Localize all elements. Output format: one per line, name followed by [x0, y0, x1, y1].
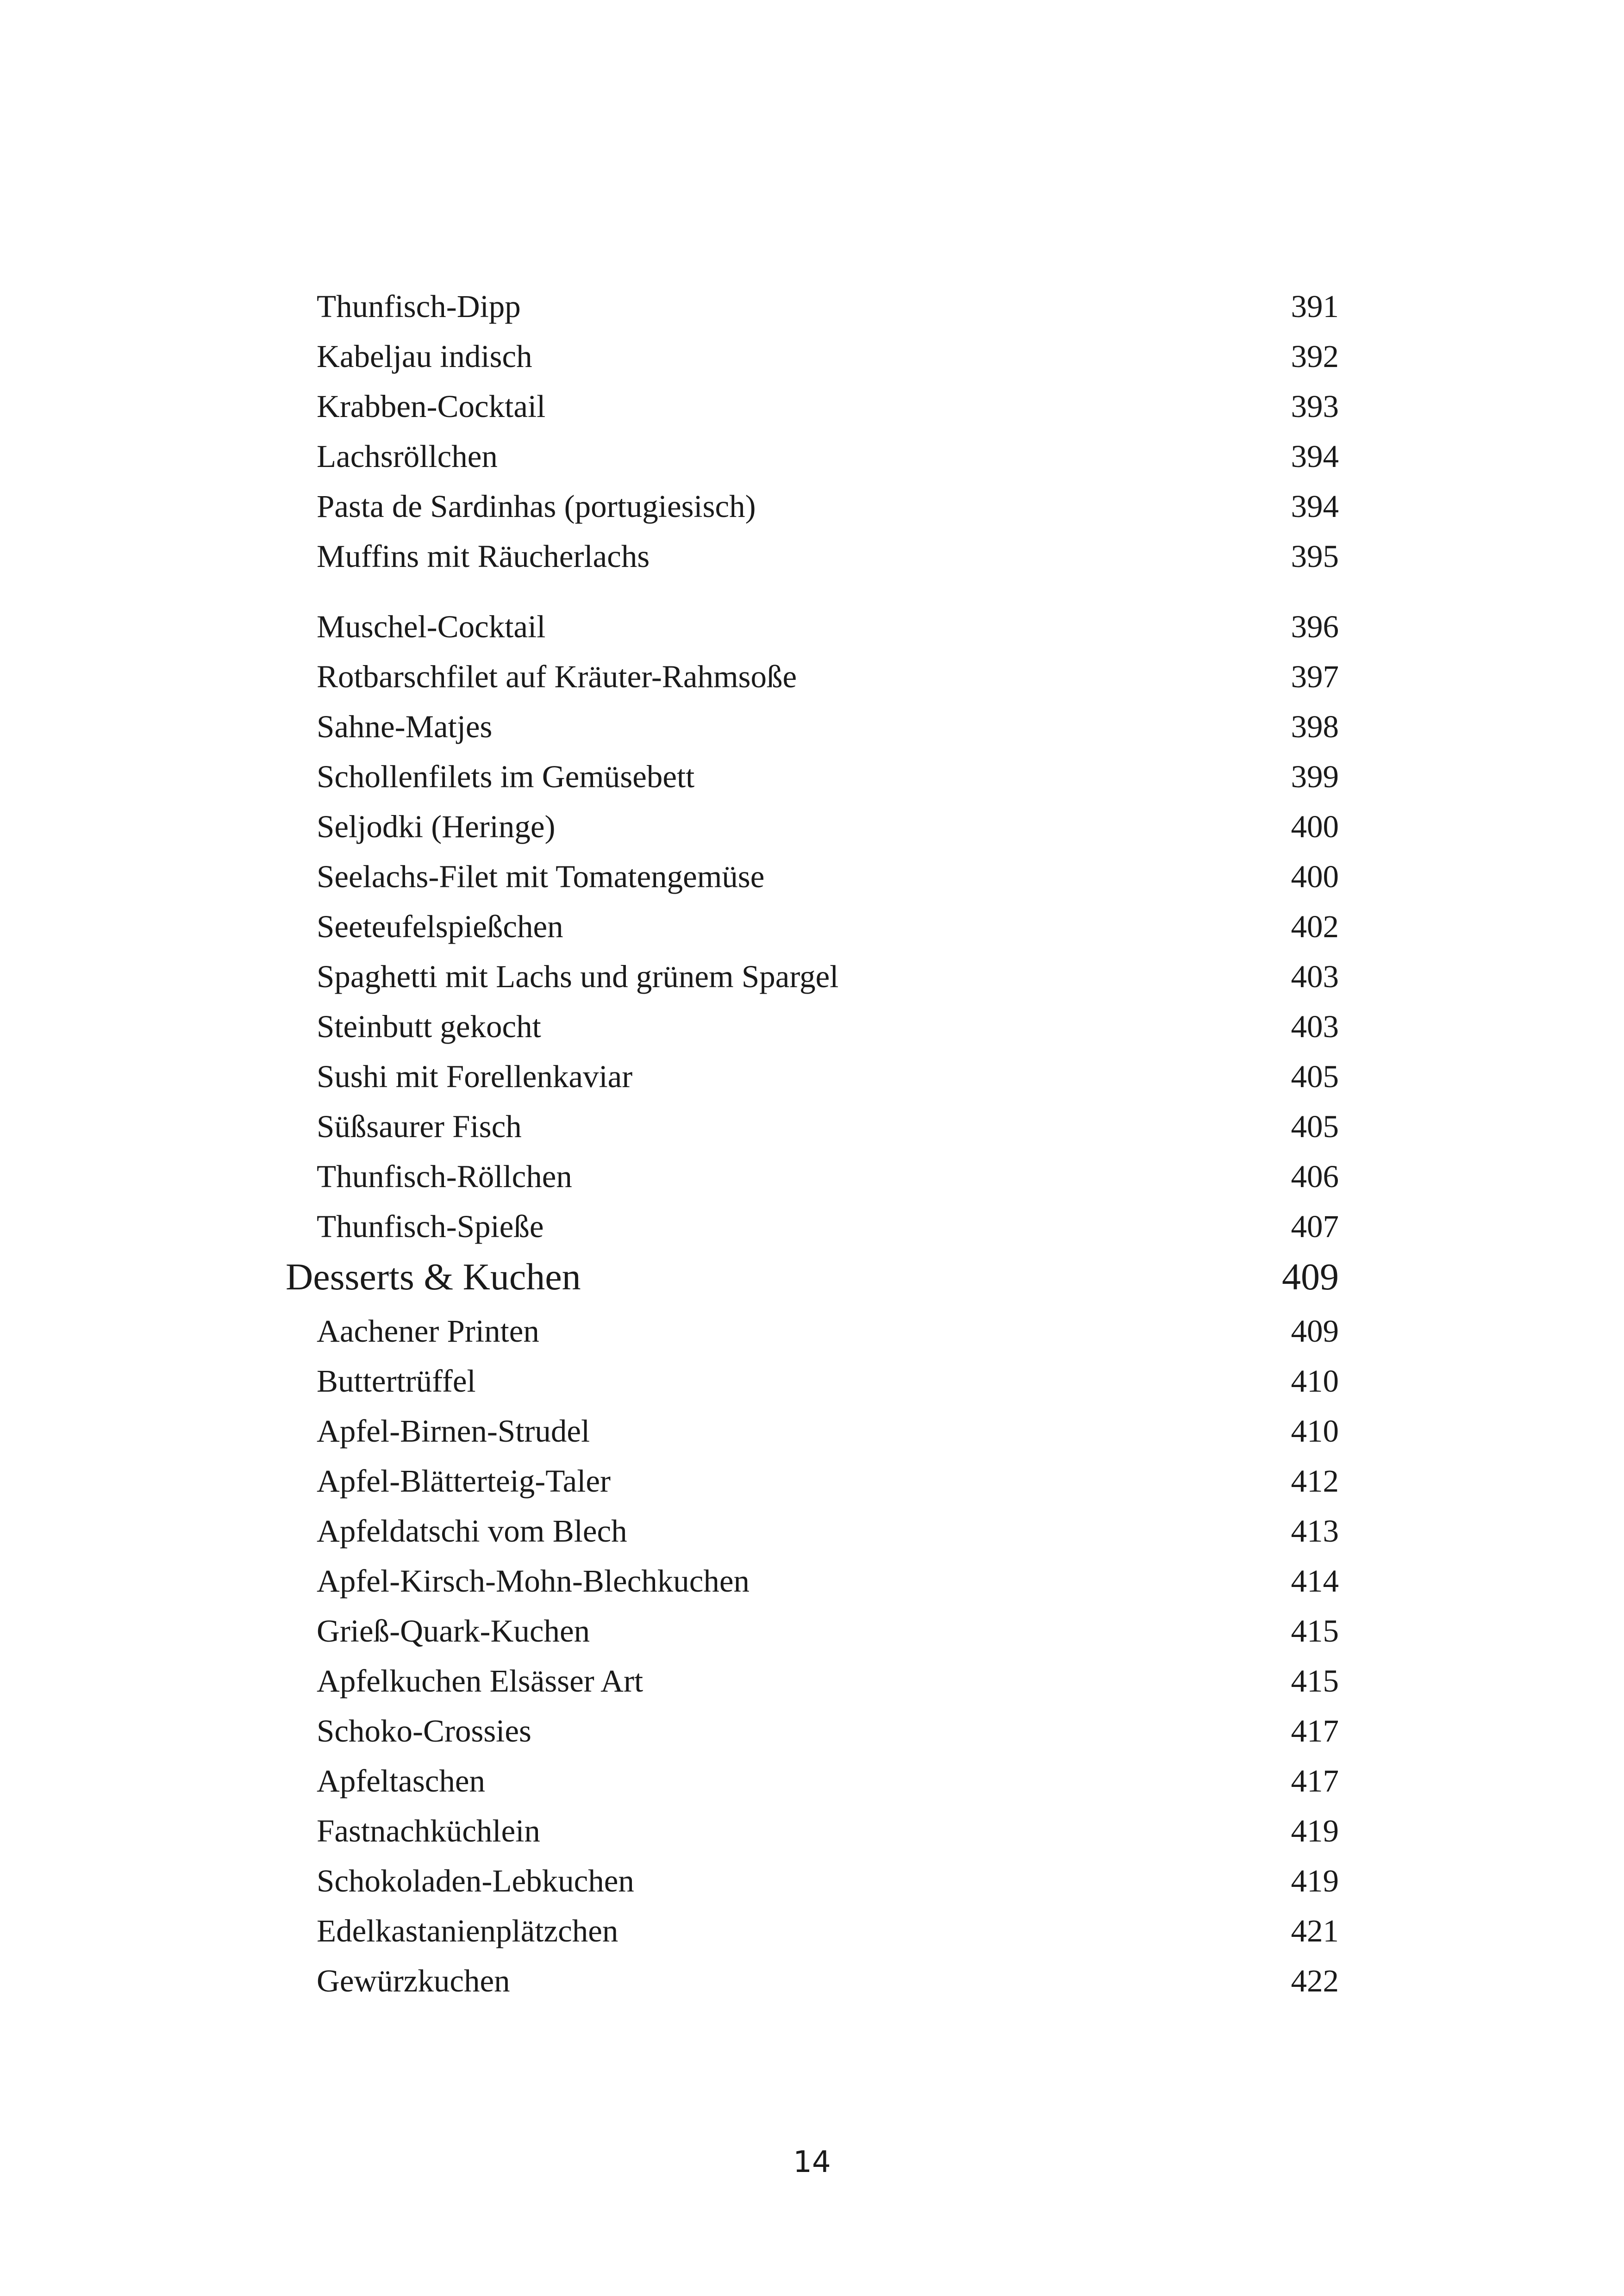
toc-entry-page: 419 [1291, 1813, 1339, 1848]
toc-entry-page: 398 [1291, 709, 1339, 744]
toc-entry-title: Pasta de Sardinhas (portugiesisch) [317, 489, 756, 524]
toc-entry[interactable] [0, 331, 1624, 381]
toc-section-page: 409 [1282, 1256, 1339, 1298]
toc-entry-title: Grieß-Quark-Kuchen [317, 1613, 590, 1649]
toc-entry-title: Apfeltaschen [317, 1763, 486, 1798]
toc-entry-title: Thunfisch-Spieße [317, 1209, 544, 1244]
toc-entry-page: 403 [1291, 1009, 1339, 1044]
toc-entry-page: 399 [1291, 759, 1339, 794]
toc-entry-title: Apfel-Kirsch-Mohn-Blechkuchen [317, 1563, 750, 1599]
toc-entry-title: Sushi mit Forellenkaviar [317, 1059, 633, 1094]
toc-entry[interactable] [0, 1151, 1624, 1201]
toc-entry[interactable] [0, 1052, 1624, 1101]
toc-entry[interactable] [0, 1756, 1624, 1806]
toc-entry-title: Thunfisch-Dipp [317, 289, 521, 324]
toc-entry[interactable] [0, 1356, 1624, 1406]
toc-entry-title: Buttertrüffel [317, 1363, 476, 1399]
toc-entry[interactable] [0, 952, 1624, 1002]
toc-entry[interactable] [0, 1556, 1624, 1606]
toc-entry[interactable] [0, 602, 1624, 652]
toc-entry-title: Apfel-Blätterteig-Taler [317, 1463, 611, 1499]
toc-entry[interactable] [0, 1406, 1624, 1456]
toc-entry-page: 414 [1291, 1563, 1339, 1599]
toc-entry-title: Süßsaurer Fisch [317, 1109, 522, 1144]
toc-section-heading[interactable] [0, 1252, 1624, 1302]
toc-entry-page: 417 [1291, 1763, 1339, 1798]
toc-entry-page: 400 [1291, 809, 1339, 844]
toc-entry-title: Sahne-Matjes [317, 709, 493, 744]
toc-entry[interactable] [0, 1606, 1624, 1656]
toc-entry-page: 415 [1291, 1663, 1339, 1699]
toc-entry[interactable] [0, 852, 1624, 902]
toc-entry-title: Apfel-Birnen-Strudel [317, 1413, 590, 1449]
toc-entry-page: 405 [1291, 1109, 1339, 1144]
toc-entry[interactable] [0, 1101, 1624, 1151]
toc-entry[interactable] [0, 281, 1624, 331]
toc-entry[interactable] [0, 1002, 1624, 1052]
toc-entry-title: Spaghetti mit Lachs und grünem Spargel [317, 959, 839, 994]
toc-entry-page: 421 [1291, 1913, 1339, 1948]
toc-entry-page: 417 [1291, 1713, 1339, 1748]
toc-entry-title: Muffins mit Räucherlachs [317, 539, 650, 574]
toc-entry[interactable] [0, 652, 1624, 702]
toc-entry-title: Lachsröllchen [317, 439, 498, 474]
toc-entry-page: 397 [1291, 659, 1339, 694]
toc-entry-page: 422 [1291, 1963, 1339, 1998]
toc-entry-page: 400 [1291, 859, 1339, 894]
toc-entry[interactable] [0, 1201, 1624, 1251]
toc-entry-page: 402 [1291, 909, 1339, 944]
toc-entry-page: 391 [1291, 289, 1339, 324]
toc-entry[interactable] [0, 1806, 1624, 1856]
toc-entry-title: Aachener Printen [317, 1313, 539, 1349]
toc-entry[interactable] [0, 702, 1624, 752]
toc-entry[interactable] [0, 1706, 1624, 1756]
toc-entry-title: Apfeldatschi vom Blech [317, 1513, 627, 1549]
toc-entry-page: 405 [1291, 1059, 1339, 1094]
toc-entry[interactable] [0, 431, 1624, 481]
toc-entry[interactable] [0, 1906, 1624, 1956]
toc-entry-title: Seljodki (Heringe) [317, 809, 556, 844]
toc-entry[interactable] [0, 381, 1624, 431]
toc-entry-page: 409 [1291, 1313, 1339, 1349]
toc-entry-title: Krabben-Cocktail [317, 389, 546, 424]
toc-entry-page: 396 [1291, 609, 1339, 644]
toc-entry[interactable] [0, 1856, 1624, 1906]
toc-entry-page: 412 [1291, 1463, 1339, 1499]
toc-entry-title: Gewürzkuchen [317, 1963, 510, 1998]
toc-entry-title: Kabeljau indisch [317, 339, 532, 374]
toc-entry-page: 413 [1291, 1513, 1339, 1549]
toc-entry-title: Apfelkuchen Elsässer Art [317, 1663, 643, 1699]
toc-entry-title: Schokoladen-Lebkuchen [317, 1863, 634, 1898]
toc-entry-page: 394 [1291, 439, 1339, 474]
toc-entry-title: Rotbarschfilet auf Kräuter-Rahmsoße [317, 659, 797, 694]
toc-entry-page: 410 [1291, 1363, 1339, 1399]
toc-entry[interactable] [0, 1956, 1624, 2006]
toc-entry-title: Edelkastanienplätzchen [317, 1913, 618, 1948]
toc-entry[interactable] [0, 902, 1624, 952]
toc-entry[interactable] [0, 481, 1624, 531]
toc-entry-page: 392 [1291, 339, 1339, 374]
page-number: 14 [793, 2145, 831, 2179]
toc-entry-title: Schoko-Crossies [317, 1713, 531, 1748]
toc-entry[interactable] [0, 802, 1624, 852]
toc-entry-title: Thunfisch-Röllchen [317, 1159, 572, 1194]
toc-entry-title: Seeteufelspießchen [317, 909, 563, 944]
toc-entry[interactable] [0, 1656, 1624, 1706]
toc-entry[interactable] [0, 1506, 1624, 1556]
toc-entry-page: 393 [1291, 389, 1339, 424]
toc-entry[interactable] [0, 531, 1624, 581]
toc-entry-title: Steinbutt gekocht [317, 1009, 541, 1044]
toc-entry-page: 410 [1291, 1413, 1339, 1449]
toc-entry-title: Seelachs-Filet mit Tomatengemüse [317, 859, 765, 894]
toc-entry-page: 403 [1291, 959, 1339, 994]
toc-entry-page: 395 [1291, 539, 1339, 574]
toc-entry-page: 406 [1291, 1159, 1339, 1194]
toc-entry[interactable] [0, 752, 1624, 802]
toc-section-title: Desserts & Kuchen [286, 1256, 581, 1298]
toc-entry[interactable] [0, 1456, 1624, 1506]
toc-entry-page: 394 [1291, 489, 1339, 524]
toc-entry-title: Schollenfilets im Gemüsebett [317, 759, 695, 794]
toc-entry-page: 415 [1291, 1613, 1339, 1649]
toc-entry-title: Fastnachküchlein [317, 1813, 540, 1848]
toc-entry-title: Muschel-Cocktail [317, 609, 546, 644]
toc-entry-page: 407 [1291, 1209, 1339, 1244]
toc-entry[interactable] [0, 1306, 1624, 1356]
toc-entry-page: 419 [1291, 1863, 1339, 1898]
